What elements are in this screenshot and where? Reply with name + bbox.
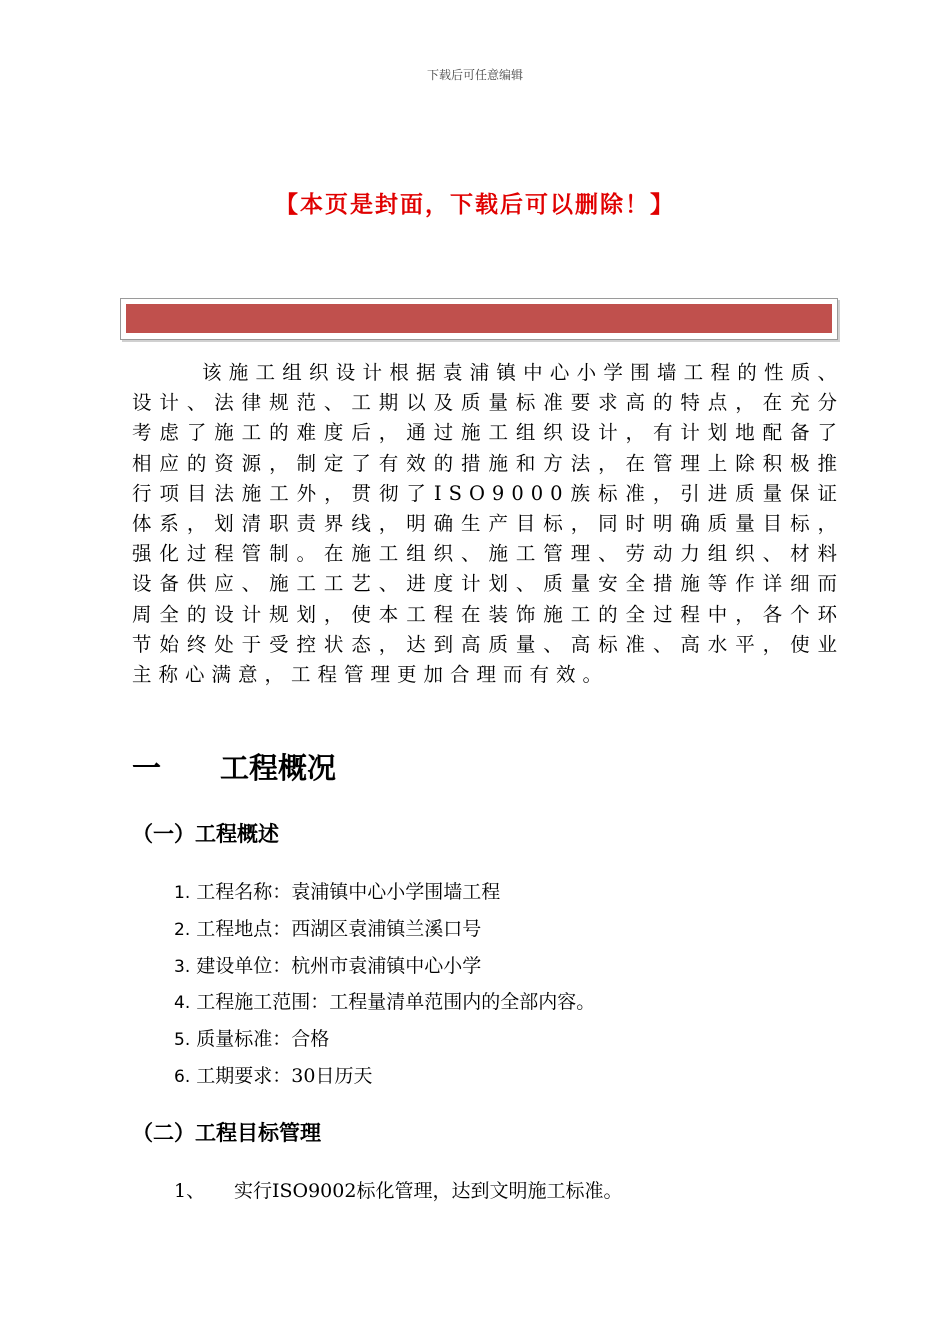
list-item — [174, 1058, 595, 1095]
list-item-number: 6. — [174, 1066, 191, 1087]
list-item-text: 建设单位：杭州市袁浦镇中心小学 — [196, 954, 482, 977]
title-banner — [120, 298, 838, 340]
goal-item — [174, 1176, 622, 1203]
list-item-number: 3. — [174, 956, 191, 977]
list-item-text: 工期要求：30日历天 — [196, 1064, 373, 1087]
list-item-number: 1. — [174, 883, 191, 903]
section-number: 一 — [132, 751, 162, 785]
list-item — [174, 984, 595, 1021]
list-item — [174, 1021, 595, 1058]
list-item-text: 工程施工范围：工程量清单范围内的全部内容。 — [196, 991, 596, 1014]
subsection-heading-overview: （一）工程概述 — [132, 822, 279, 846]
list-item-number: 2. — [174, 919, 191, 940]
list-item-text: 工程地点：西湖区袁浦镇兰溪口号 — [196, 917, 482, 940]
list-item — [174, 874, 595, 911]
overview-list — [174, 874, 595, 1095]
section-title: 工程概况 — [220, 751, 337, 785]
intro-paragraph: 该施工组织设计根据袁浦镇中心小学围墙工程的性质、设计、法律规范、工期以及质量标准要求高的特点，在充分考虑了施工的难度后，通过施工组织设计，有计划地配备了相应的资源，制定了有效的措施和方法，在管理上除积极推行项目法施工外，贯彻了ISO9000族标准，引进质量保证体系，划清职责界线，明确生产目标，同时明确质量目标，强化过程管制。在施工组织、施工管理、劳动力组织、材料设备供应、施工工艺、进度计划、质量安全措施等作详细而周全的设计规划，使本工程在装饰施工的全过程中，各个环节始终处于受控状态，达到高质量、高标准、高水平，使业主称心满意，工程管理更加合理而有效。 — [132, 361, 844, 687]
goal-item-text: 实行ISO9002标化管理，达到文明施工标准。 — [234, 1180, 623, 1202]
section-heading — [132, 746, 336, 787]
title-banner-bar — [126, 304, 832, 333]
header-note: 下载后可任意编辑 — [426, 68, 523, 82]
cover-delete-note: 【本页是封面，下载后可以删除！】 — [275, 192, 675, 218]
list-item-text: 工程名称：袁浦镇中心小学围墙工程 — [196, 881, 501, 903]
list-item — [174, 948, 595, 985]
list-item-number: 5. — [174, 1030, 191, 1051]
list-item-text: 质量标准：合格 — [196, 1028, 330, 1051]
subsection-heading-goals: （二）工程目标管理 — [132, 1121, 321, 1145]
list-item — [174, 911, 595, 948]
list-item-number: 4. — [174, 993, 191, 1014]
goal-item-number: 1、 — [174, 1180, 206, 1202]
